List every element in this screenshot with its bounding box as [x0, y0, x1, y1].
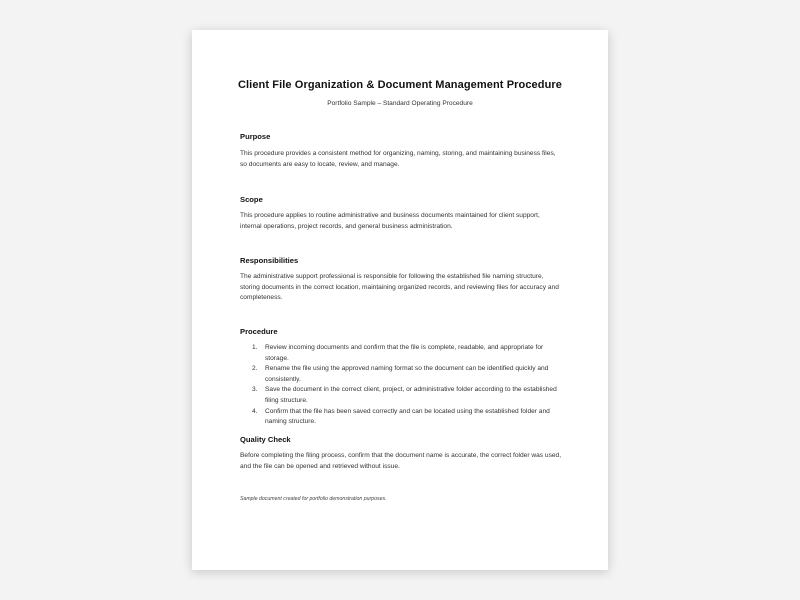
- step-number: 1.: [252, 344, 258, 351]
- step-text: Save the document in the correct client, project, or administrative folder according to the established filing structure.: [265, 386, 557, 404]
- procedure-step: [240, 385, 562, 406]
- procedure-heading: Procedure: [240, 327, 278, 336]
- scope-heading: Scope: [240, 195, 263, 204]
- step-number: 2.: [252, 365, 258, 373]
- step-number: 4.: [252, 407, 258, 415]
- quality-check-heading: Quality Check: [240, 435, 291, 444]
- purpose-text: This procedure provides a consistent method for organizing, naming, storing, and maintaining business files, so documents are easy to locate, review, and manage.: [240, 150, 556, 168]
- step-number: 3.: [252, 386, 258, 394]
- quality-check-text: Before completing the filing process, confirm that the document name is accurate, the correct folder was used, and the file can be opened and retrieved without issue.: [240, 452, 562, 470]
- responsibilities-text: The administrative support professional is responsible for following the established file naming structure, storing documents in the correct location, maintaining organized records, and reviewing files for accuracy and completeness.: [240, 273, 559, 302]
- procedure-steps-list: [240, 343, 562, 428]
- step-text: Confirm that the file has been saved correctly and can be located using the established folder and naming structure.: [265, 407, 550, 426]
- responsibilities-heading: Responsibilities: [240, 256, 299, 265]
- step-text: Review incoming documents and confirm that the file is complete, readable, and appropriate for storage.: [265, 344, 544, 362]
- scope-text: This procedure applies to routine administrative and business documents maintained for client support, internal operations, project records, and general business administration.: [240, 212, 540, 230]
- step-text: Rename the file using the approved naming format so the document can be identified quickly and consistently.: [265, 365, 549, 383]
- procedure-step: [240, 364, 562, 385]
- document-title: Client File Organization & Document Management Procedure: [237, 79, 563, 91]
- document-subtitle: Portfolio Sample – Standard Operating Procedure: [327, 100, 473, 107]
- procedure-step: [240, 407, 562, 428]
- document-footnote: Sample document created for portfolio demonstration purposes.: [240, 496, 387, 502]
- document-page: [192, 30, 608, 570]
- purpose-heading: Purpose: [240, 132, 271, 141]
- procedure-step: [240, 343, 562, 364]
